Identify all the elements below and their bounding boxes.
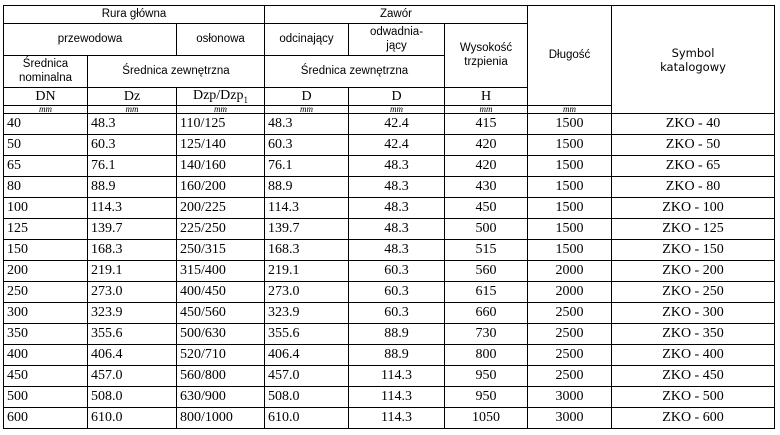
cell-dzp: 200/225	[177, 198, 265, 219]
cell-l: 3000	[528, 387, 612, 408]
cell-h: 950	[445, 366, 528, 387]
symbol-h: H	[445, 88, 528, 106]
cell-d-odcinajacy: 610.0	[265, 408, 349, 429]
unit-cell: mm	[4, 106, 88, 114]
header-rura-glowna: Rura główna	[4, 6, 265, 24]
cell-dzp: 800/1000	[177, 408, 265, 429]
cell-dz: 139.7	[88, 219, 177, 240]
header-odwadniajacy	[349, 24, 445, 56]
cell-symbol: ZKO - 100	[612, 198, 775, 219]
cell-symbol: ZKO - 250	[612, 282, 775, 303]
cell-h: 515	[445, 240, 528, 261]
cell-l: 2500	[528, 324, 612, 345]
cell-h: 500	[445, 219, 528, 240]
cell-l: 1500	[528, 114, 612, 135]
cell-dn: 125	[4, 219, 88, 240]
table-row	[4, 303, 775, 324]
cell-dz: 48.3	[88, 114, 177, 135]
cell-dz: 273.0	[88, 282, 177, 303]
cell-dz: 355.6	[88, 324, 177, 345]
cell-d-odcinajacy: 88.9	[265, 177, 349, 198]
cell-dzp: 140/160	[177, 156, 265, 177]
cell-d-odcinajacy: 60.3	[265, 135, 349, 156]
unit-cell: mm	[177, 106, 265, 114]
cell-h: 800	[445, 345, 528, 366]
symbol-d1: D	[265, 88, 349, 106]
symbol-dn: DN	[4, 88, 88, 106]
cell-dzp: 500/630	[177, 324, 265, 345]
header-wysokosc-line1: Wysokość	[459, 41, 513, 54]
cell-dz: 88.9	[88, 177, 177, 198]
cell-symbol: ZKO - 450	[612, 366, 775, 387]
cell-symbol: ZKO - 350	[612, 324, 775, 345]
cell-dn: 450	[4, 366, 88, 387]
cell-d-odcinajacy: 355.6	[265, 324, 349, 345]
cell-d-odcinajacy: 114.3	[265, 198, 349, 219]
cell-l: 2000	[528, 282, 612, 303]
header-symbol	[612, 6, 775, 114]
cell-dzp: 315/400	[177, 261, 265, 282]
cell-d-odcinajacy: 323.9	[265, 303, 349, 324]
cell-l: 2000	[528, 261, 612, 282]
cell-dzp: 560/800	[177, 366, 265, 387]
cell-d-odwadniajacy: 48.3	[349, 240, 445, 261]
table-row	[4, 114, 775, 135]
table-row	[4, 366, 775, 387]
cell-symbol: ZKO - 500	[612, 387, 775, 408]
table-row	[4, 219, 775, 240]
cell-symbol: ZKO - 300	[612, 303, 775, 324]
symbol-dzp	[177, 88, 265, 106]
cell-symbol: ZKO - 40	[612, 114, 775, 135]
cell-d-odwadniajacy: 88.9	[349, 345, 445, 366]
table-row	[4, 177, 775, 198]
cell-dzp: 450/560	[177, 303, 265, 324]
cell-dn: 600	[4, 408, 88, 429]
unit-cell: mm	[445, 106, 528, 114]
cell-dn: 150	[4, 240, 88, 261]
header-symbol-line2: katalogowy	[660, 59, 726, 74]
cell-d-odwadniajacy: 48.3	[349, 177, 445, 198]
symbol-dzp-text: Dzp/Dzp	[192, 88, 244, 104]
cell-d-odwadniajacy: 60.3	[349, 303, 445, 324]
cell-l: 1500	[528, 240, 612, 261]
cell-dn: 250	[4, 282, 88, 303]
cell-d-odwadniajacy: 60.3	[349, 282, 445, 303]
cell-symbol: ZKO - 400	[612, 345, 775, 366]
cell-d-odwadniajacy: 114.3	[349, 387, 445, 408]
cell-d-odwadniajacy: 114.3	[349, 366, 445, 387]
cell-dzp: 125/140	[177, 135, 265, 156]
cell-h: 560	[445, 261, 528, 282]
cell-l: 1500	[528, 177, 612, 198]
cell-d-odcinajacy: 219.1	[265, 261, 349, 282]
cell-d-odwadniajacy: 42.4	[349, 114, 445, 135]
cell-dz: 323.9	[88, 303, 177, 324]
cell-d-odwadniajacy: 60.3	[349, 261, 445, 282]
table-row	[4, 345, 775, 366]
cell-dn: 50	[4, 135, 88, 156]
cell-d-odcinajacy: 48.3	[265, 114, 349, 135]
table-row	[4, 240, 775, 261]
cell-d-odwadniajacy: 48.3	[349, 156, 445, 177]
table-row	[4, 408, 775, 429]
cell-dn: 200	[4, 261, 88, 282]
cell-d-odcinajacy: 508.0	[265, 387, 349, 408]
cell-h: 420	[445, 156, 528, 177]
cell-symbol: ZKO - 50	[612, 135, 775, 156]
cell-dzp: 400/450	[177, 282, 265, 303]
cell-d-odwadniajacy: 48.3	[349, 219, 445, 240]
symbol-dzp-sub: 1	[243, 94, 249, 105]
cell-d-odwadniajacy: 48.3	[349, 198, 445, 219]
cell-l: 1500	[528, 156, 612, 177]
table-row	[4, 387, 775, 408]
cell-dz: 457.0	[88, 366, 177, 387]
cell-l: 1500	[528, 219, 612, 240]
cell-dz: 76.1	[88, 156, 177, 177]
cell-dzp: 520/710	[177, 345, 265, 366]
cell-l: 1500	[528, 135, 612, 156]
header-srednica-zewn-rura: Średnica zewnętrzna	[88, 56, 265, 88]
header-zawor: Zawór	[265, 6, 528, 24]
cell-symbol: ZKO - 200	[612, 261, 775, 282]
cell-dz: 60.3	[88, 135, 177, 156]
cell-dz: 406.4	[88, 345, 177, 366]
cell-dn: 350	[4, 324, 88, 345]
cell-h: 450	[445, 198, 528, 219]
cell-dz: 219.1	[88, 261, 177, 282]
cell-h: 950	[445, 387, 528, 408]
header-srednica-nominalna-line2: nominalna	[18, 71, 73, 84]
cell-d-odwadniajacy: 114.3	[349, 408, 445, 429]
symbol-d2: D	[349, 88, 445, 106]
cell-h: 660	[445, 303, 528, 324]
cell-h: 1050	[445, 408, 528, 429]
cell-dz: 168.3	[88, 240, 177, 261]
cell-dn: 100	[4, 198, 88, 219]
table-row	[4, 324, 775, 345]
header-odwadniajacy-line2: jący	[386, 39, 407, 52]
table-row	[4, 282, 775, 303]
cell-h: 415	[445, 114, 528, 135]
cell-dn: 300	[4, 303, 88, 324]
cell-dz: 114.3	[88, 198, 177, 219]
cell-dn: 40	[4, 114, 88, 135]
unit-cell: mm	[528, 106, 612, 114]
unit-cell: mm	[88, 106, 177, 114]
cell-d-odcinajacy: 139.7	[265, 219, 349, 240]
header-przewodowa: przewodowa	[4, 24, 177, 56]
header-odwadniajacy-line1: odwadnia-	[369, 25, 424, 38]
cell-l: 3000	[528, 408, 612, 429]
cell-d-odwadniajacy: 88.9	[349, 324, 445, 345]
cell-dz: 610.0	[88, 408, 177, 429]
table-row	[4, 156, 775, 177]
cell-h: 420	[445, 135, 528, 156]
cell-dzp: 250/315	[177, 240, 265, 261]
cell-symbol: ZKO - 80	[612, 177, 775, 198]
unit-cell: mm	[349, 106, 445, 114]
cell-d-odcinajacy: 406.4	[265, 345, 349, 366]
cell-dzp: 630/900	[177, 387, 265, 408]
cell-dzp: 160/200	[177, 177, 265, 198]
header-srednica-nominalna-line1: Średnica	[22, 57, 69, 70]
header-symbol-line1: Symbol	[671, 45, 715, 60]
unit-cell: mm	[265, 106, 349, 114]
cell-h: 730	[445, 324, 528, 345]
cell-l: 2500	[528, 366, 612, 387]
table-row	[4, 198, 775, 219]
pipe-spec-table	[3, 5, 775, 429]
cell-dz: 508.0	[88, 387, 177, 408]
cell-dzp: 110/125	[177, 114, 265, 135]
cell-dn: 80	[4, 177, 88, 198]
cell-d-odcinajacy: 273.0	[265, 282, 349, 303]
symbol-dz: Dz	[88, 88, 177, 106]
cell-symbol: ZKO - 125	[612, 219, 775, 240]
cell-symbol: ZKO - 65	[612, 156, 775, 177]
table-row	[4, 261, 775, 282]
cell-dn: 400	[4, 345, 88, 366]
cell-h: 615	[445, 282, 528, 303]
cell-d-odcinajacy: 457.0	[265, 366, 349, 387]
cell-dn: 65	[4, 156, 88, 177]
cell-l: 2500	[528, 345, 612, 366]
cell-l: 1500	[528, 198, 612, 219]
header-oslonowa: osłonowa	[177, 24, 265, 56]
cell-d-odwadniajacy: 42.4	[349, 135, 445, 156]
header-wysokosc-line2: trzpienia	[464, 55, 508, 68]
cell-dzp: 225/250	[177, 219, 265, 240]
cell-d-odcinajacy: 76.1	[265, 156, 349, 177]
header-srednica-nominalna	[4, 56, 88, 88]
cell-dn: 500	[4, 387, 88, 408]
cell-symbol: ZKO - 150	[612, 240, 775, 261]
cell-d-odcinajacy: 168.3	[265, 240, 349, 261]
table-row	[4, 135, 775, 156]
header-dlugosc: Długość	[528, 6, 612, 106]
header-wysokosc	[445, 24, 528, 88]
cell-h: 430	[445, 177, 528, 198]
header-srednica-zewn-zawor: Średnica zewnętrzna	[265, 56, 445, 88]
cell-symbol: ZKO - 600	[612, 408, 775, 429]
header-odcinajacy: odcinający	[265, 24, 349, 56]
cell-l: 2500	[528, 303, 612, 324]
